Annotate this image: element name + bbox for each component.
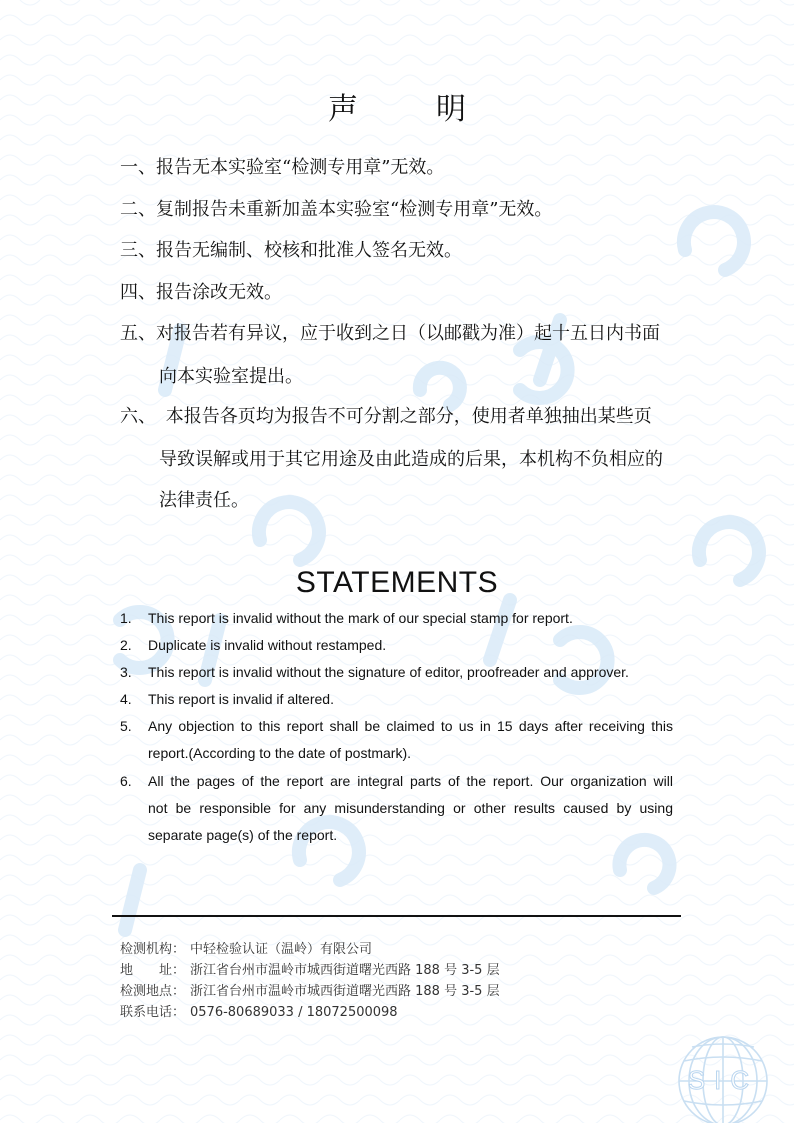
organization-value: 中轻检验认证（温岭）有限公司	[190, 942, 373, 957]
cn-statement-number: 五、	[120, 323, 156, 344]
cn-statement-number: 六、	[120, 406, 156, 427]
en-statement-number: 5.	[120, 718, 132, 734]
cn-statement-text: 复制报告未重新加盖本实验室“检测专用章”无效。	[156, 199, 553, 220]
en-statement-5-continuation: report.(According to the date of postmark).	[148, 745, 412, 761]
cn-statement-6-continuation: 法律责任。	[159, 490, 249, 511]
cn-statement-text: 报告涂改无效。	[156, 282, 282, 303]
footer-phone	[120, 1004, 398, 1022]
en-statement-6-continuation: not be responsible for any misunderstanding or other results caused by using	[148, 800, 673, 816]
en-statement-number: 1.	[120, 610, 132, 626]
cn-statement-6-continuation: 导致误解或用于其它用途及由此造成的后果，本机构不负相应的	[159, 449, 663, 470]
testing-site-label: 检测地点：	[120, 984, 186, 999]
en-statement-number: 3.	[120, 664, 132, 680]
cn-statement-number: 四、	[120, 282, 156, 303]
en-statement-6-text: All the pages of the report are integral parts of the report. Our organization will	[148, 773, 673, 789]
english-title: STATEMENTS	[295, 566, 499, 599]
footer-organization	[120, 941, 372, 959]
cn-statement-6	[120, 405, 652, 429]
cn-statement-text: 对报告若有异议，应于收到之日（以邮戳为准）起十五日内书面	[156, 323, 660, 344]
cn-statement-number: 三、	[120, 240, 156, 261]
en-statement-1-text: This report is invalid without the mark of our special stamp for report.	[148, 610, 573, 626]
footer-address	[120, 962, 500, 980]
cn-statement-3	[120, 239, 462, 263]
cn-statement-text: 报告无编制、校核和批准人签名无效。	[156, 240, 462, 261]
en-statement-2-text: Duplicate is invalid without restamped.	[148, 637, 387, 653]
cn-statement-2	[120, 198, 552, 222]
cn-statement-5	[120, 322, 660, 346]
address-value: 浙江省台州市温岭市城西街道曙光西路 188 号 3-5 层	[190, 963, 500, 978]
en-statement-6-continuation: separate page(s) of the report.	[148, 827, 338, 843]
testing-site-value: 浙江省台州市温岭市城西街道曙光西路 188 号 3-5 层	[190, 984, 500, 999]
cn-statement-text: 报告无本实验室“检测专用章”无效。	[156, 157, 445, 178]
organization-label: 检测机构：	[120, 942, 186, 957]
en-statement-number: 6.	[120, 773, 132, 789]
phone-label: 联系电话：	[120, 1005, 186, 1020]
cn-statement-number: 二、	[120, 199, 156, 220]
en-statement-number: 2.	[120, 637, 132, 653]
cn-statement-number: 一、	[120, 157, 156, 178]
cn-statement-5-continuation: 向本实验室提出。	[159, 366, 303, 387]
en-statement-5-text: Any objection to this report shall be claimed to us in 15 days after receiving this	[148, 718, 673, 734]
sic-globe-logo	[668, 1033, 778, 1123]
en-statement-4-text: This report is invalid if altered.	[148, 691, 334, 707]
address-label: 地 址：	[120, 963, 186, 978]
cn-statement-text: 本报告各页均为报告不可分割之部分，使用者单独抽出某些页	[160, 406, 652, 427]
footer-divider	[112, 915, 681, 917]
en-statement-3-text: This report is invalid without the signature of editor, proofreader and approver.	[148, 664, 629, 680]
en-statement-number: 4.	[120, 691, 132, 707]
footer-testing-site	[120, 983, 500, 1001]
chinese-title: 声明	[328, 92, 544, 127]
logo-text: SIC	[687, 1065, 759, 1095]
phone-value: 0576-80689033 / 18072500098	[190, 1005, 398, 1020]
cn-statement-4	[120, 281, 282, 305]
cn-statement-1	[120, 156, 444, 180]
